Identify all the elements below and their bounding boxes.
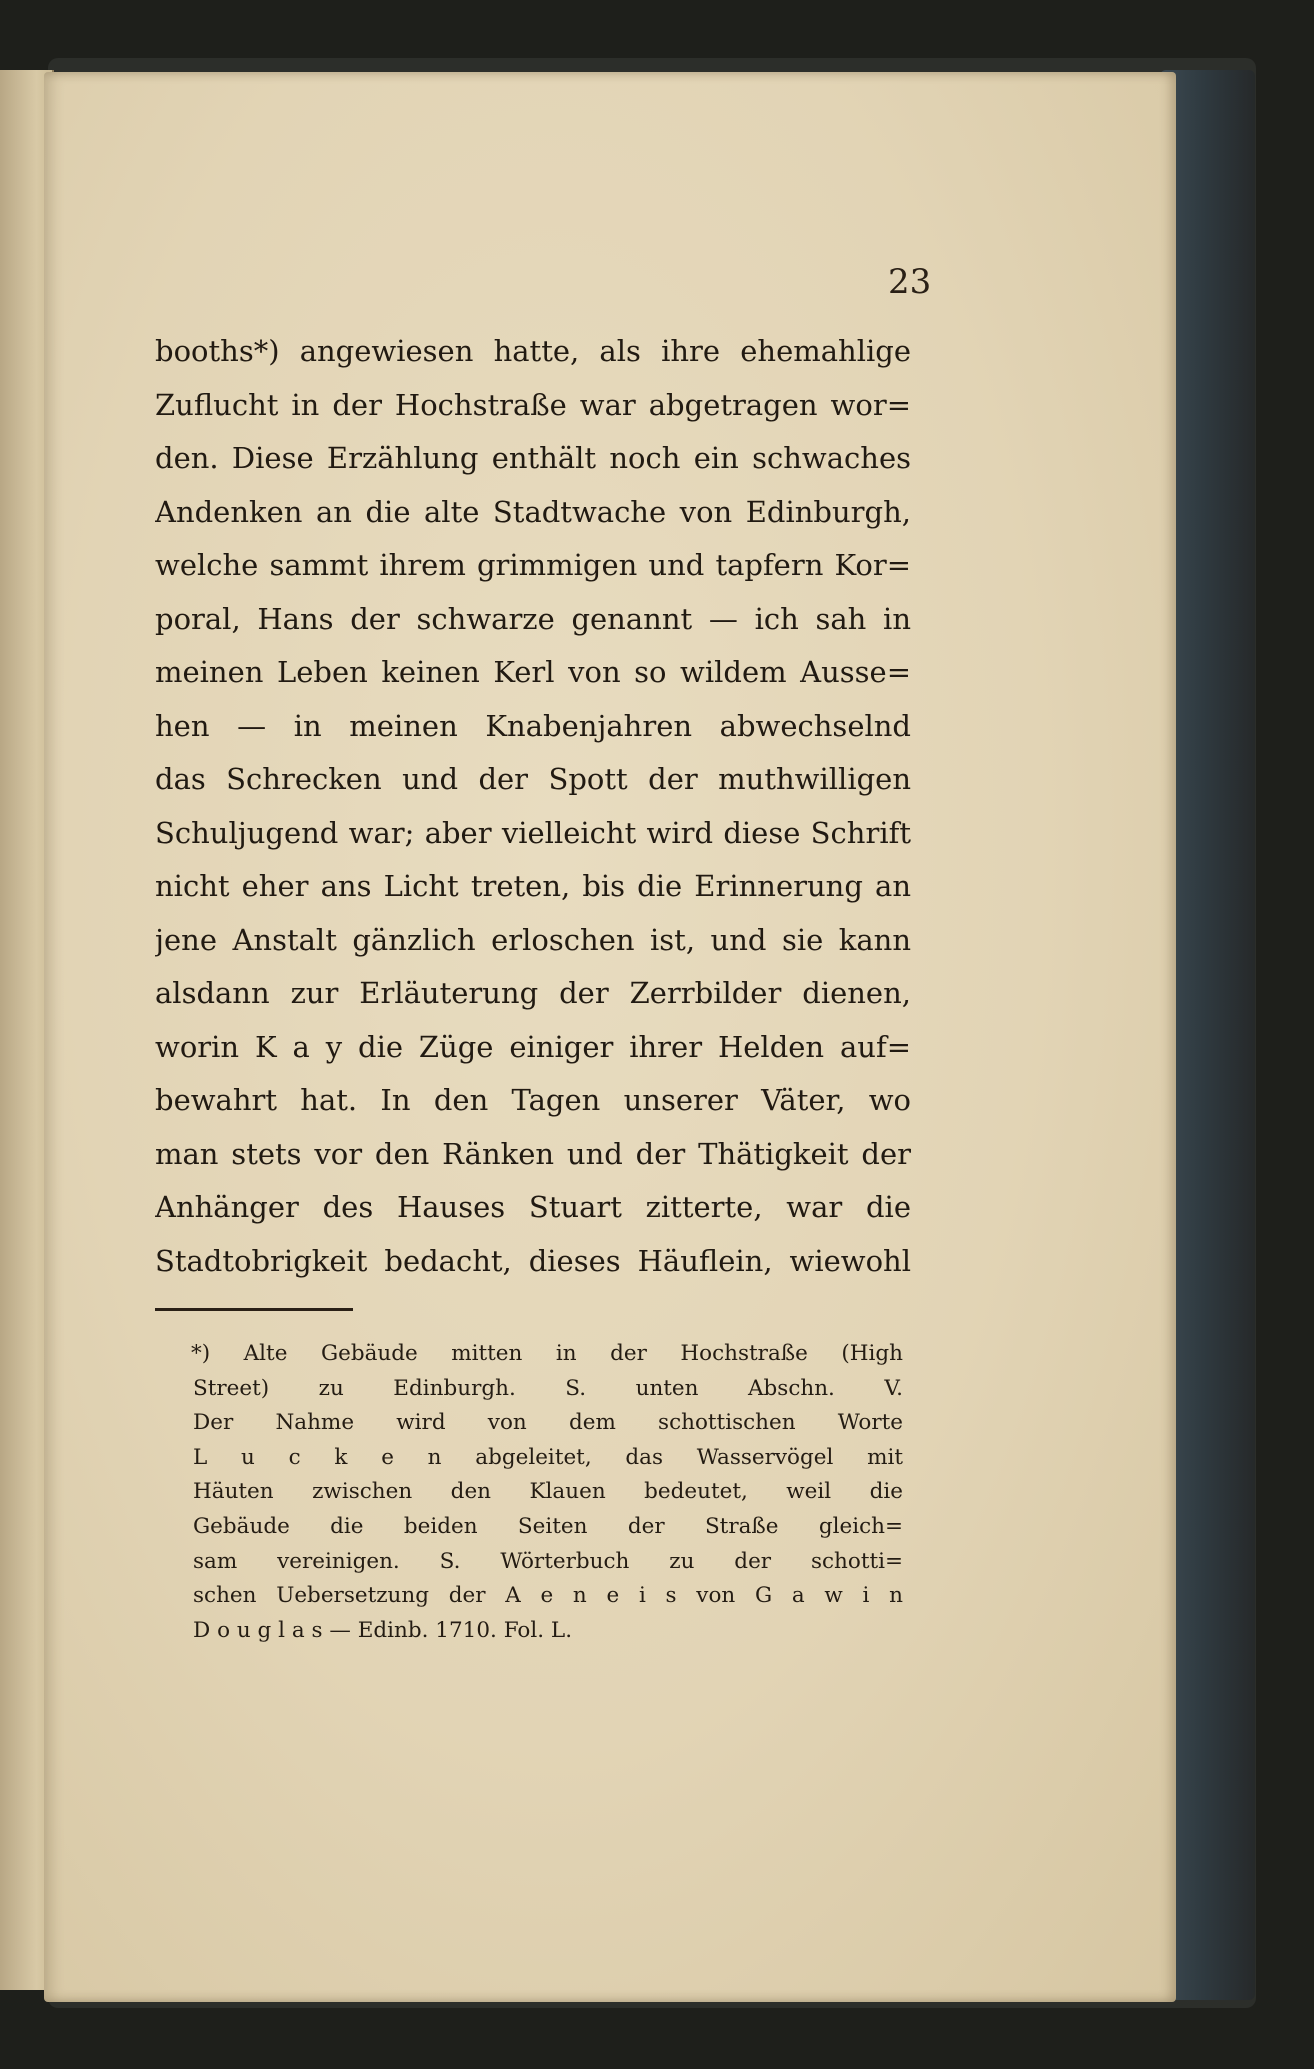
text-line: Stadtobrigkeit bedacht, dieses Häuflein, wiewohl (155, 1243, 911, 1278)
text-line: man stets vor den Ränken und der Thätigkeit der (155, 1136, 911, 1171)
text-line: welche sammt ihrem grimmigen und tapfern Kor= (155, 548, 911, 582)
footnote-line: schen Uebersetzung der A e n e i s von G a w i n (193, 1583, 903, 1609)
footnote-line: L u c k e n abgeleitet, das Wasservögel mit (193, 1444, 903, 1470)
text-line: das Schrecken und der Spott der muthwilligen (155, 762, 911, 796)
footnote-line: sam vereinigen. S. Wörterbuch zu der schotti= (193, 1548, 903, 1574)
footnote-line: D o u g l a s — Edinb. 1710. Fol. L. (193, 1617, 573, 1643)
text-line: bewahrt hat. In den Tagen unserer Väter, wo (155, 1083, 911, 1117)
text-line: worin K a y die Züge einiger ihrer Helden auf= (155, 1029, 911, 1064)
footnote-line: Gebäude die beiden Seiten der Straße gleich= (193, 1513, 903, 1539)
page-number: 23 (888, 262, 932, 302)
text-line: booths*) angewiesen hatte, als ihre ehemahlige (155, 334, 911, 368)
footnote-line: Häuten zwischen den Klauen bedeutet, weil die (193, 1479, 903, 1505)
text-line: alsdann zur Erläuterung der Zerrbilder dienen, (155, 976, 911, 1010)
text-line: Anhänger des Hauses Stuart zitterte, war die (155, 1190, 911, 1224)
text-line: Andenken an die alte Stadtwache von Edinburgh, (155, 494, 911, 529)
text-line: jene Anstalt gänzlich erloschen ist, und sie kann (155, 922, 911, 957)
footnote-separator (155, 1308, 353, 1311)
footnote (193, 1337, 903, 1648)
footnote-line: Street) zu Edinburgh. S. unten Abschn. V. (193, 1375, 903, 1401)
footnote-line: Der Nahme wird von dem schottischen Worte (193, 1410, 903, 1436)
footnote-line: *) Alte Gebäude mitten in der Hochstraße (High (191, 1341, 903, 1366)
text-line: Schuljugend war; aber vielleicht wird diese Schrift (155, 815, 911, 850)
text-line: den. Diese Erzählung enthält noch ein schwaches (155, 441, 911, 475)
body-text (155, 325, 911, 1288)
text-line: poral, Hans der schwarze genannt — ich sah in (155, 601, 911, 636)
text-line: nicht eher ans Licht treten, bis die Erinnerung an (155, 869, 911, 903)
text-line: hen — in meinen Knabenjahren abwechselnd (155, 708, 911, 743)
text-line: meinen Leben keinen Kerl von so wildem Ausse= (155, 655, 911, 689)
text-line: Zuflucht in der Hochstraße war abgetragen wor= (155, 387, 911, 422)
